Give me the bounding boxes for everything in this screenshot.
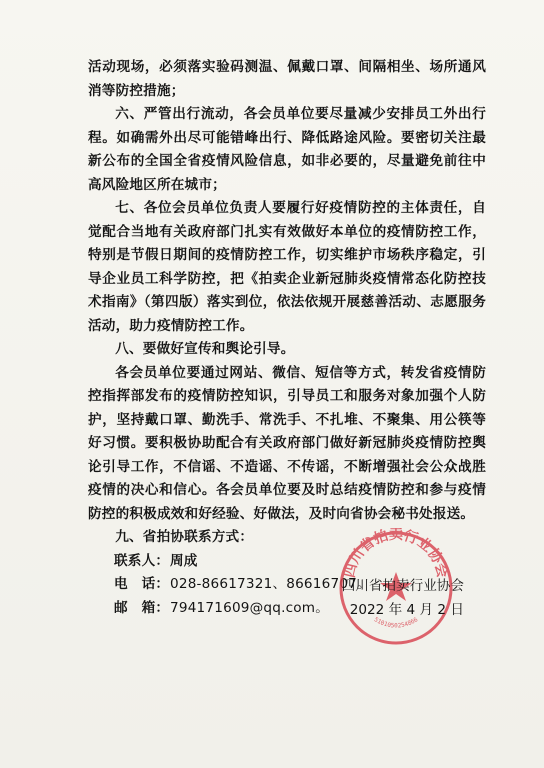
contact-phone-value: 028-86617321、86616707。 xyxy=(170,576,371,592)
contact-person-value: 周成 xyxy=(170,552,198,569)
paragraph-continuation: 活动现场，必须落实验码测温、佩戴口罩、间隔相坐、场所通风消等防控措施； xyxy=(88,59,486,99)
section-heading-eight: 八、要做好宣传和舆论引导。 xyxy=(115,341,295,357)
signature-date: 2022 年 4 月 2 日 xyxy=(349,602,464,618)
signature-block xyxy=(342,574,464,622)
contact-phone-label: 电 话： xyxy=(114,576,170,592)
paragraph-seven: 七、各位会员单位负责人要履行好疫情防控的主体责任，自觉配合当地有关政府部门扎实有效做好本单位的疫情防控工作，特别是节假日期间的疫情防控工作，切实维护市场秩序稳定，引导企业员工科学防控，把《拍卖企业新冠肺炎疫情常态化防控技术指南》（第四版）落实到位，依法依规开展慈善活动、志愿服务活动，助力疫情防控工作。 xyxy=(88,200,486,334)
contact-email-value: 794171609@qq.com。 xyxy=(170,599,330,616)
signature-organization: 四川省拍卖行业协会 xyxy=(341,578,464,594)
paragraph-six: 六、严管出行流动，各会员单位要尽量减少安排员工外出行程。如确需外出尽可能错峰出行、降低路途风险。要密切关注最新公布的全国全省疫情风险信息，如非必要的，尽量避免前往中高风险地区所在城市； xyxy=(88,106,486,193)
seal-text: 四川省拍卖行业协会 xyxy=(341,528,451,580)
section-heading-nine: 九、省拍协联系方式： xyxy=(115,529,254,545)
contact-email-label: 邮 箱： xyxy=(114,599,170,616)
paragraph-eight-body: 各会员单位要通过网站、微信、短信等方式，转发省疫情防控指挥部发布的疫情防控知识，引导员工和服务对象加强个人防护，坚持戴口罩、勤洗手、常洗手、不扎堆、不聚集、用公筷等好习惯。要积极协助配合有关政府部门做好新冠肺炎疫情防控舆论引导工作，不信谣、不造谣、不传谣，不断增强社会公众战胜疫情的决心和信心。各会员单位要及时总结疫情防控和参与疫情防控的积极成效和好经验、好做法，及时向省协会秘书处报送。 xyxy=(88,364,486,522)
seal-serial: 5101050254866 xyxy=(372,616,420,630)
svg-text:四川省拍卖行业协会 xyxy=(342,528,451,579)
contact-person-label: 联系人： xyxy=(114,552,170,569)
